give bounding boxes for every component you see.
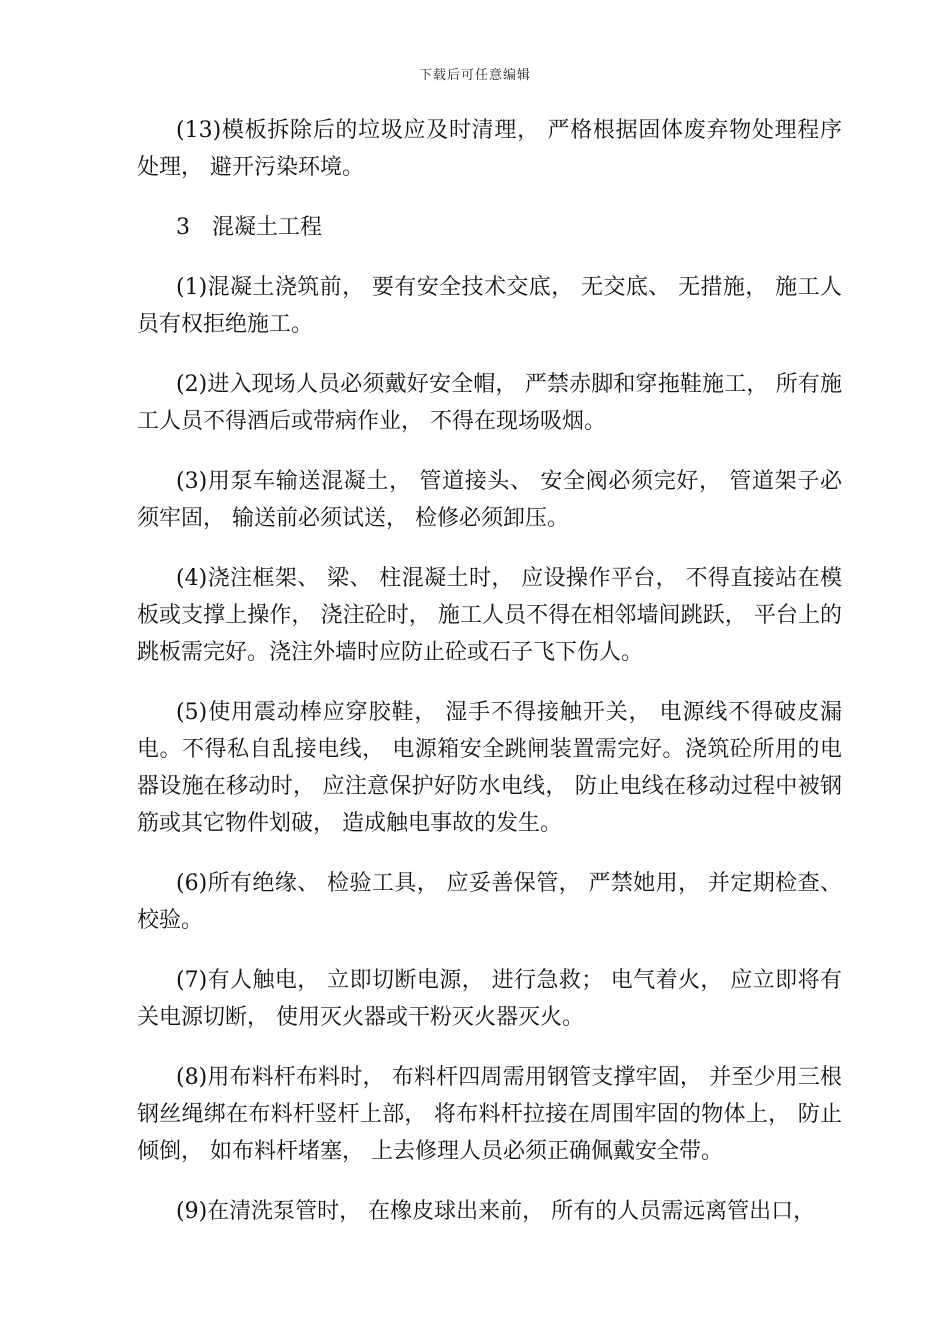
- paragraph-2: (2)进入现场人员必须戴好安全帽， 严禁赤脚和穿拖鞋施工， 所有施工人员不得酒后或带病作业， 不得在现场吸烟。: [137, 372, 842, 434]
- paragraph-1: (1)混凝土浇筑前， 要有安全技术交底， 无交底、 无措施， 施工人员有权拒绝施工。: [137, 275, 842, 337]
- paragraph-6: (6)所有绝缘、 检验工具， 应妥善保管， 严禁她用， 并定期检查、 校验。: [137, 871, 842, 933]
- paragraph-3: (3)用泵车输送混凝土， 管道接头、 安全阀必须完好， 管道架子必须牢固， 输送前必须试送， 检修必须卸压。: [137, 469, 842, 531]
- paragraph-5: (5)使用震动棒应穿胶鞋， 湿手不得接触开关， 电源线不得破皮漏电。不得私自乱接电线， 电源箱安全跳闸装置需完好。浇筑砼所用的电器设施在移动时， 应注意保护好防水电线， 防止电线在移动过程中被钢筋或其它物件划破， 造成触电事故的发生。: [137, 700, 842, 836]
- paragraph-7: (7)有人触电， 立即切断电源， 进行急救； 电气着火， 应立即将有关电源切断， 使用灭火器或干粉灭火器灭火。: [137, 968, 842, 1030]
- document-body: [137, 112, 842, 1253]
- section-heading-concrete: 3 混凝土工程: [176, 215, 322, 240]
- paragraph-8: (8)用布料杆布料时， 布料杆四周需用钢管支撑牢固， 并至少用三根钢丝绳绑在布料杆竖杆上部， 将布料杆拉接在周围牢固的物体上， 防止倾倒， 如布料杆堵塞， 上去修理人员必须正确佩戴安全带。: [137, 1065, 842, 1164]
- paragraph-4: (4)浇注框架、 梁、 柱混凝土时， 应设操作平台， 不得直接站在模板或支撑上操作， 浇注砼时， 施工人员不得在相邻墙间跳跃， 平台上的跳板需完好。浇注外墙时应防止砼或石子飞下伤人。: [137, 566, 842, 665]
- paragraph-13-cleanup: (13)模板拆除后的垃圾应及时清理， 严格根据固体废弃物处理程序处理， 避开污染环境。: [137, 118, 842, 180]
- paragraph-9: (9)在清洗泵管时， 在橡皮球出来前， 所有的人员需远离管出口，: [176, 1199, 816, 1224]
- page-header: 下载后可任意编辑: [418, 68, 531, 83]
